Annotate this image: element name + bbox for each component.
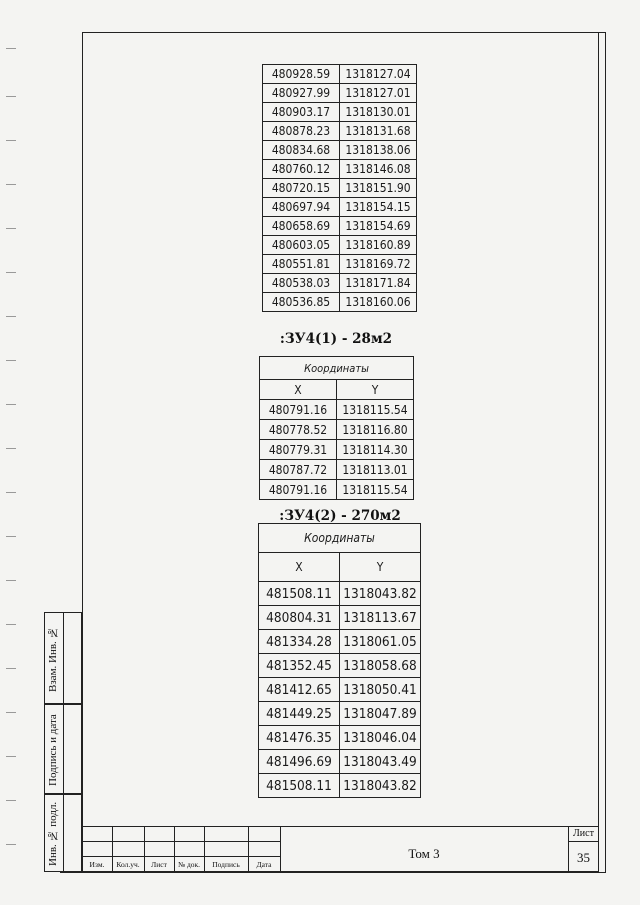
table-row xyxy=(260,480,414,500)
coordinate-x: 480878.23 xyxy=(263,122,340,141)
table-row xyxy=(263,141,417,160)
coordinate-y: 1318047.89 xyxy=(340,702,421,726)
coordinate-y: 1318061.05 xyxy=(340,630,421,654)
table-row xyxy=(263,217,417,236)
column-header-y: Y xyxy=(340,553,421,582)
coordinate-x: 480903.17 xyxy=(263,103,340,122)
margin-tick xyxy=(6,404,16,405)
coordinate-y: 1318113.01 xyxy=(337,460,414,480)
column-header-x: X xyxy=(259,553,340,582)
margin-tick xyxy=(6,800,16,801)
stamp-label-koluch: Кол.уч. xyxy=(116,860,140,869)
table-row xyxy=(259,774,421,798)
coordinate-x: 480791.16 xyxy=(260,480,337,500)
coordinate-y: 1318043.49 xyxy=(340,750,421,774)
margin-tick xyxy=(6,580,16,581)
coordinate-x: 480760.12 xyxy=(263,160,340,179)
coordinate-y: 1318127.01 xyxy=(340,84,417,103)
coordinate-y: 1318171.84 xyxy=(340,274,417,293)
frame-bottom-line xyxy=(60,872,606,873)
margin-tick xyxy=(6,96,16,97)
table-row xyxy=(263,236,417,255)
column-header-y: Y xyxy=(337,380,414,400)
coordinate-x: 480927.99 xyxy=(263,84,340,103)
coordinate-x: 481352.45 xyxy=(259,654,340,678)
stamp-label-podpis: Подпись xyxy=(212,860,240,869)
side-stamp-inv xyxy=(44,794,82,872)
coordinates-table-2 xyxy=(259,356,414,500)
table-row xyxy=(259,726,421,750)
margin-tick xyxy=(6,316,16,317)
margin-tick xyxy=(6,448,16,449)
coordinate-y: 1318131.68 xyxy=(340,122,417,141)
coordinate-y: 1318160.06 xyxy=(340,293,417,312)
stamp-label-ndok: № док. xyxy=(177,860,201,869)
coordinate-y: 1318151.90 xyxy=(340,179,417,198)
margin-tick xyxy=(6,536,16,537)
table-row xyxy=(259,678,421,702)
stamp-label-data: Дата xyxy=(256,860,272,869)
coordinate-y: 1318154.69 xyxy=(340,217,417,236)
coordinate-y: 1318160.89 xyxy=(340,236,417,255)
coordinate-x: 480536.85 xyxy=(263,293,340,312)
table-header-coordinates: Координаты xyxy=(260,357,414,380)
coordinate-x: 480697.94 xyxy=(263,198,340,217)
table-row xyxy=(263,160,417,179)
side-stamp-label: Взам. Инв. № xyxy=(47,626,59,692)
column-header-x: X xyxy=(260,380,337,400)
table-row xyxy=(263,84,417,103)
sheet-label: Лист xyxy=(573,828,594,839)
stamp-label-izm: Изм. xyxy=(89,860,105,869)
plot-title-1: :ЗУ4(1) - 28м2 xyxy=(279,331,393,347)
coordinate-y: 1318113.67 xyxy=(340,606,421,630)
table-header-coordinates: Координаты xyxy=(259,524,421,553)
coordinate-y: 1318114.30 xyxy=(337,440,414,460)
coordinates-table-3 xyxy=(258,523,421,798)
coordinate-x: 480778.52 xyxy=(260,420,337,440)
frame-right-edge xyxy=(599,32,606,872)
table-row xyxy=(259,750,421,774)
coordinate-y: 1318127.04 xyxy=(340,65,417,84)
plot-title-2: :ЗУ4(2) - 270м2 xyxy=(279,508,401,524)
coordinate-x: 481508.11 xyxy=(259,582,340,606)
coordinate-y: 1318115.54 xyxy=(337,400,414,420)
coordinates-table-1 xyxy=(262,64,417,312)
table-row xyxy=(260,400,414,420)
coordinate-y: 1318115.54 xyxy=(337,480,414,500)
coordinate-x: 480928.59 xyxy=(263,65,340,84)
coordinate-y: 1318050.41 xyxy=(340,678,421,702)
side-stamp-vzam xyxy=(44,612,82,704)
coordinate-x: 480804.31 xyxy=(259,606,340,630)
frame-top-line xyxy=(82,32,606,33)
side-stamp-label: Инв. № подл. xyxy=(47,801,59,867)
coordinate-x: 480834.68 xyxy=(263,141,340,160)
coordinate-y: 1318043.82 xyxy=(340,582,421,606)
coordinate-y: 1318058.68 xyxy=(340,654,421,678)
margin-tick xyxy=(6,844,16,845)
margin-tick xyxy=(6,360,16,361)
coordinate-y: 1318154.15 xyxy=(340,198,417,217)
table-row xyxy=(259,654,421,678)
table-row xyxy=(263,65,417,84)
table-row xyxy=(263,179,417,198)
margin-tick xyxy=(6,184,16,185)
coordinate-y: 1318046.04 xyxy=(340,726,421,750)
coordinate-x: 481508.11 xyxy=(259,774,340,798)
title-block xyxy=(82,826,599,872)
margin-tick xyxy=(6,492,16,493)
table-row xyxy=(259,630,421,654)
volume-label: Том 3 xyxy=(408,846,440,861)
margin-tick xyxy=(6,624,16,625)
margin-tick xyxy=(6,712,16,713)
stamp-label-list: Лист xyxy=(151,860,167,869)
side-stamp-podpis xyxy=(44,704,82,794)
table-row xyxy=(260,420,414,440)
coordinate-y: 1318169.72 xyxy=(340,255,417,274)
sheet-number: 35 xyxy=(577,850,590,865)
table-row xyxy=(263,198,417,217)
coordinate-y: 1318146.08 xyxy=(340,160,417,179)
table-row xyxy=(260,460,414,480)
table-row xyxy=(263,122,417,141)
coordinate-x: 481334.28 xyxy=(259,630,340,654)
table-row xyxy=(259,582,421,606)
margin-tick xyxy=(6,272,16,273)
table-row xyxy=(263,293,417,312)
coordinate-y: 1318116.80 xyxy=(337,420,414,440)
coordinate-x: 481449.25 xyxy=(259,702,340,726)
coordinate-x: 481496.69 xyxy=(259,750,340,774)
table-row xyxy=(260,440,414,460)
coordinate-x: 480791.16 xyxy=(260,400,337,420)
coordinate-x: 480551.81 xyxy=(263,255,340,274)
margin-tick xyxy=(6,48,16,49)
coordinate-y: 1318138.06 xyxy=(340,141,417,160)
coordinate-x: 481412.65 xyxy=(259,678,340,702)
coordinate-x: 480787.72 xyxy=(260,460,337,480)
side-stamp-label: Подпись и дата xyxy=(47,714,59,786)
coordinate-x: 480658.69 xyxy=(263,217,340,236)
coordinate-y: 1318130.01 xyxy=(340,103,417,122)
margin-tick xyxy=(6,140,16,141)
table-row xyxy=(259,606,421,630)
margin-tick xyxy=(6,668,16,669)
table-row xyxy=(263,274,417,293)
coordinate-x: 480720.15 xyxy=(263,179,340,198)
coordinate-y: 1318043.82 xyxy=(340,774,421,798)
margin-tick xyxy=(6,756,16,757)
table-row xyxy=(263,255,417,274)
table-row xyxy=(259,702,421,726)
margin-tick xyxy=(6,228,16,229)
coordinate-x: 480603.05 xyxy=(263,236,340,255)
coordinate-x: 480779.31 xyxy=(260,440,337,460)
table-row xyxy=(263,103,417,122)
coordinate-x: 481476.35 xyxy=(259,726,340,750)
coordinate-x: 480538.03 xyxy=(263,274,340,293)
